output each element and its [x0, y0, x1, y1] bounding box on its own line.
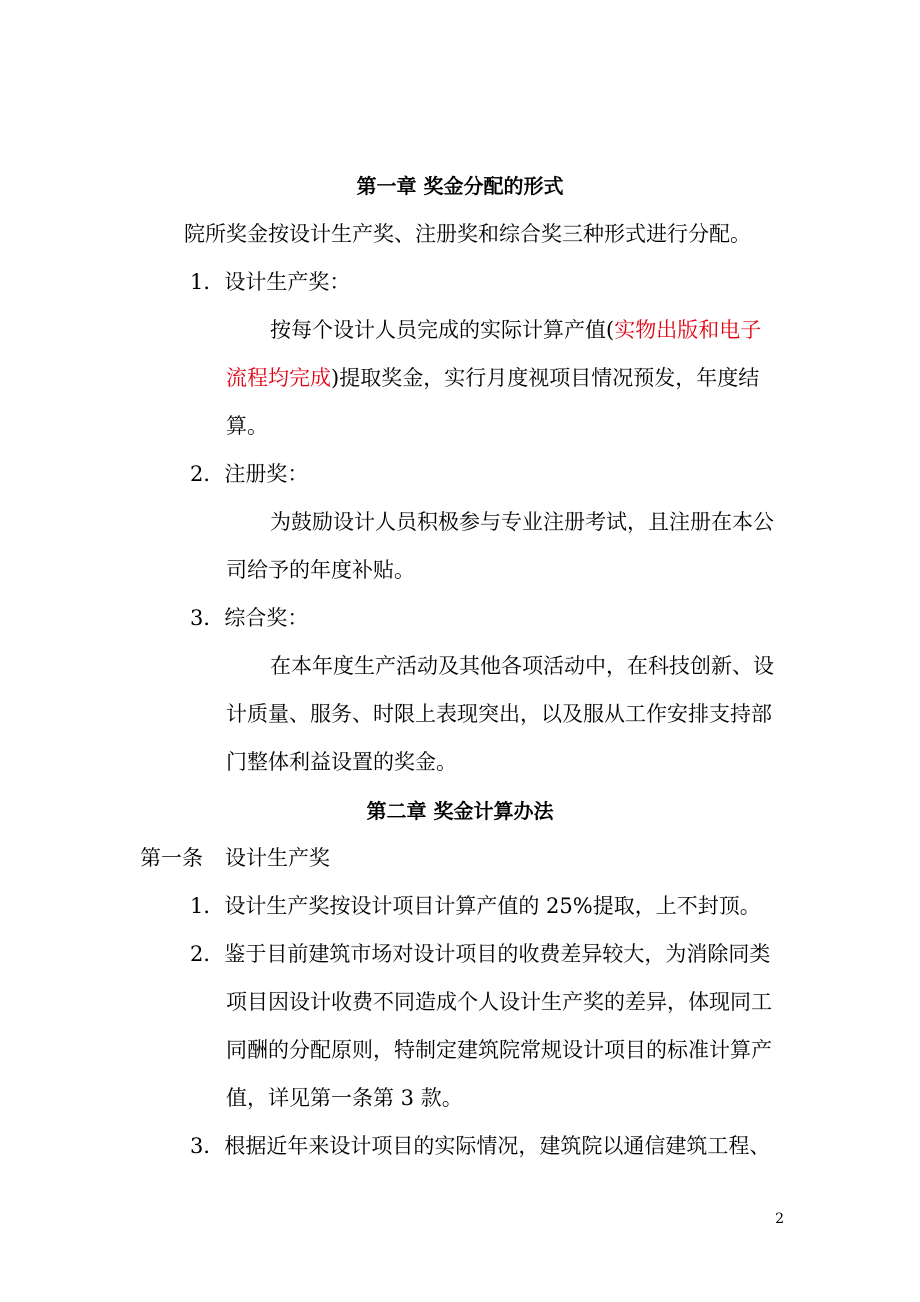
page-number: 2	[775, 1211, 784, 1227]
item-1-line-2	[226, 364, 759, 392]
point-2-line-3: 同酬的分配原则，特制定建筑院常规设计项目的标准计算产	[226, 1038, 772, 1062]
item-1-line-1	[270, 316, 761, 344]
article-1-title: 设计生产奖	[225, 846, 330, 870]
item-3-line-1: 在本年度生产活动及其他各项活动中，在科技创新、设	[270, 654, 774, 678]
item-2-line-2: 司给予的年度补贴。	[226, 558, 415, 582]
item-3-heading: 3．综合奖：	[190, 606, 309, 630]
item-1-line-2-text: )提取奖金，实行月度视项目情况预发，年度结	[331, 366, 760, 390]
chapter-1-title: 第一章 奖金分配的形式	[356, 174, 564, 198]
chapter-2-title: 第二章 奖金计算办法	[366, 799, 554, 823]
item-3-line-3: 门整体利益设置的奖金。	[226, 750, 457, 774]
point-2-line-1: 2．鉴于目前建筑市场对设计项目的收费差异较大，为消除同类	[190, 942, 771, 966]
item-1-heading: 1．设计生产奖：	[190, 270, 351, 294]
point-3: 3．根据近年来设计项目的实际情况，建筑院以通信建筑工程、	[190, 1134, 771, 1158]
item-1-line-3: 算。	[226, 414, 268, 438]
point-1: 1．设计生产奖按设计项目计算产值的 25%提取，上不封顶。	[190, 894, 761, 918]
item-1-line-1-text: 按每个设计人员完成的实际计算产值(	[270, 318, 615, 342]
item-2-heading: 2．注册奖：	[190, 462, 309, 486]
item-3-line-2: 计质量、服务、时限上表现突出，以及服从工作安排支持部	[226, 702, 772, 726]
chapter-1-intro: 院所奖金按设计生产奖、注册奖和综合奖三种形式进行分配。	[184, 222, 751, 246]
item-1-highlight-1: 实物出版和电子	[614, 318, 762, 342]
item-2-line-1: 为鼓励设计人员积极参与专业注册考试，且注册在本公	[270, 510, 774, 534]
item-1-highlight-2: 流程均完成	[226, 366, 331, 390]
article-1-heading	[140, 844, 330, 872]
point-2-line-4: 值，详见第一条第 3 款。	[226, 1086, 463, 1110]
point-2-line-2: 项目因设计收费不同造成个人设计生产奖的差异，体现同工	[226, 990, 772, 1014]
article-1-label: 第一条	[140, 846, 203, 870]
